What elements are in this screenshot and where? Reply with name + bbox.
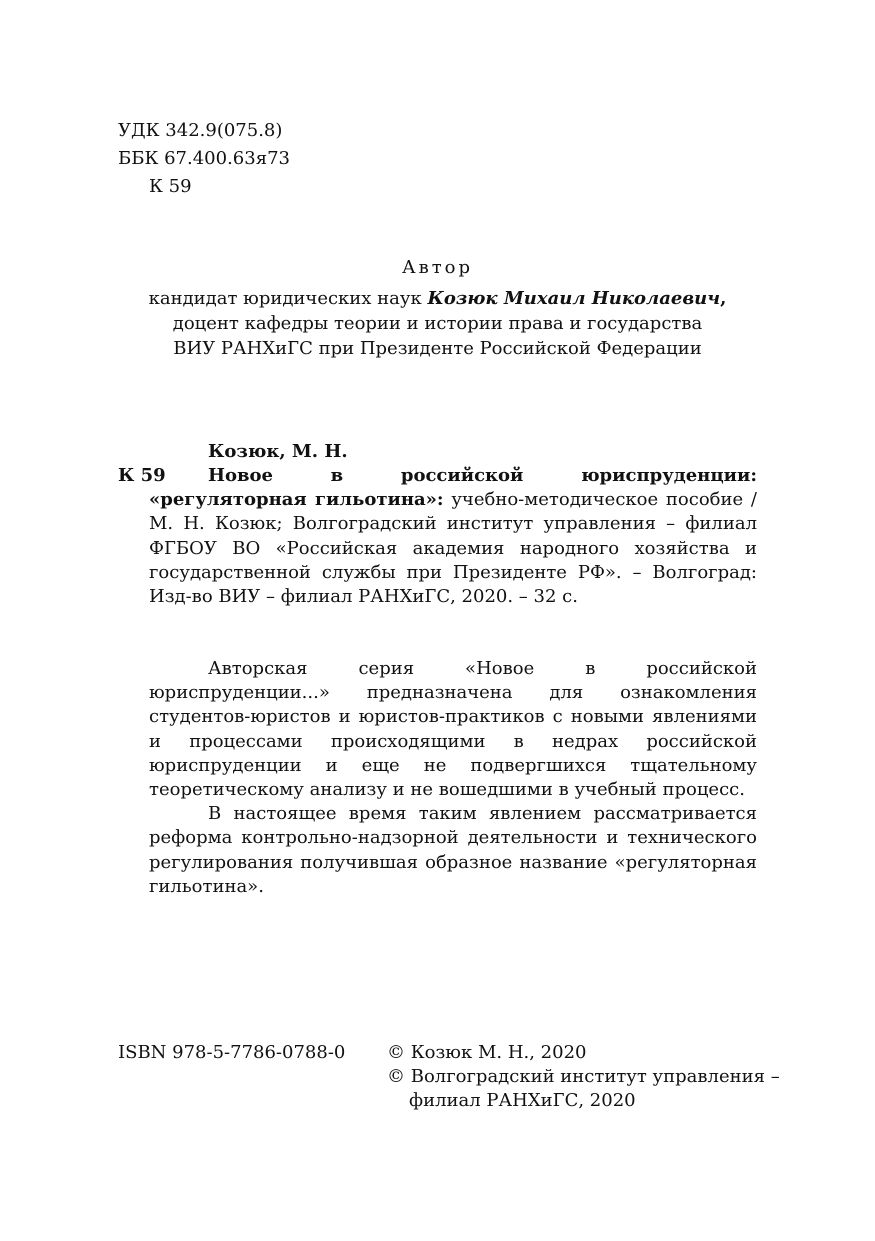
bib-description: [149, 464, 757, 609]
author-degree-line: [0, 286, 875, 311]
bib-text: [149, 464, 757, 609]
bib-author: Козюк, М. Н.: [208, 441, 348, 462]
copyright-author: © Козюк М. Н., 2020: [387, 1042, 587, 1063]
annotation-paragraph: В настоящее время таким явлением рассматривается реформа контрольно-надзорной деятельности и технического регулирования получившая образное название «регуляторная гильотина».: [149, 803, 757, 897]
author-heading: Автор: [401, 257, 474, 278]
author-position: доцент кафедры теории и истории права и государства: [172, 313, 703, 334]
copyright-publisher-cont: филиал РАНХиГС, 2020: [409, 1090, 636, 1111]
author-mark: К 59: [149, 176, 192, 197]
bib-title: Новое в российской юриспруденции: «регуляторная гильотина»:: [149, 465, 757, 511]
author-institution: ВИУ РАНХиГС при Президенте Российской Федерации: [173, 338, 702, 359]
bib-details: учебно-методическое пособие / М. Н. Козюк; Волгоградский институт управления – филиал ФГБОУ ВО «Российская академия народного хозяйства и государственной службы при Президенте РФ». – Волгоград: Изд-во ВИУ – филиал РАНХиГС, 2020. – 32 с.: [149, 489, 757, 608]
classification-block: [118, 117, 290, 201]
copyright-block: [387, 1041, 780, 1113]
udk-code: УДК 342.9(075.8): [118, 120, 283, 141]
author-info: [0, 286, 875, 361]
copyright-publisher: © Волгоградский институт управления –: [387, 1066, 780, 1087]
isbn: ISBN 978-5-7786-0788-0: [118, 1042, 346, 1063]
author-name-suffix: ,: [720, 288, 727, 309]
annotation: [149, 657, 757, 899]
bib-code: К 59: [118, 465, 166, 486]
bbk-code: ББК 67.400.63я73: [118, 148, 290, 169]
author-degree: кандидат юридических наук: [148, 288, 422, 309]
annotation-paragraph: Авторская серия «Новое в российской юриспруденции...» предназначена для ознакомления студентов-юристов и юристов-практиков с новыми явлениями и процессами происходящими в недрах российской юриспруденции и еще не подвергшихся тщательному теоретическому анализу и не вошедшими в учебный процесс.: [149, 658, 757, 801]
author-name: Козюк Михаил Николаевич: [427, 288, 721, 309]
